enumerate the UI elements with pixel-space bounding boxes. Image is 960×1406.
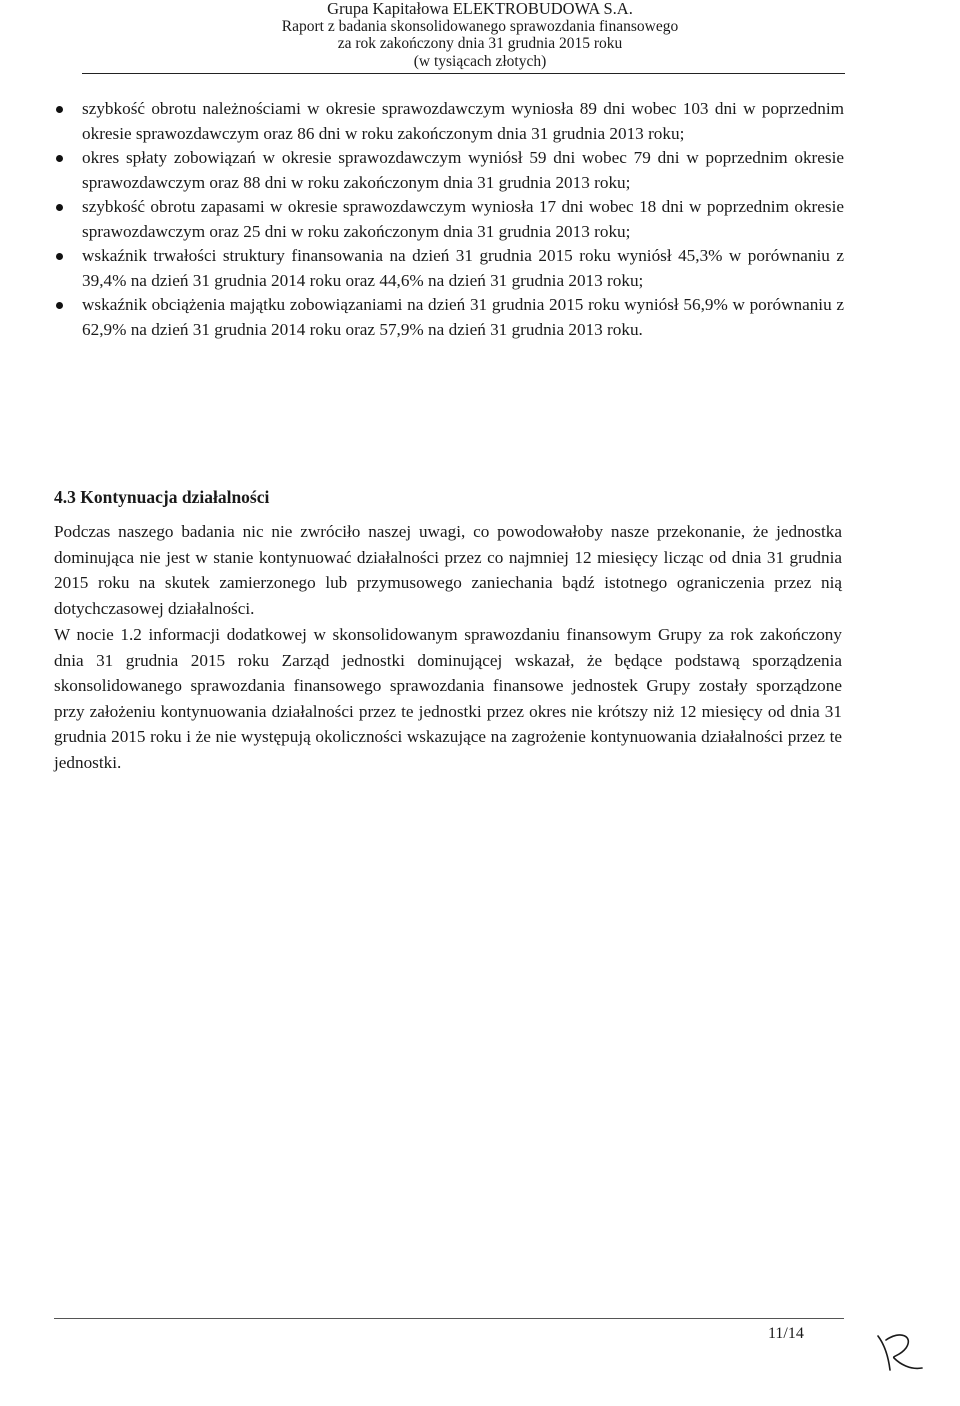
bullet-icon xyxy=(56,253,63,260)
list-item xyxy=(54,293,844,342)
list-item xyxy=(54,244,844,293)
handwritten-initials-icon xyxy=(870,1330,930,1376)
list-item-text: wskaźnik trwałości struktury finansowania na dzień 31 grudnia 2015 roku wyniósł 45,3% w porównaniu z 39,4% na dzień 31 grudnia 2014 roku oraz 44,6% na dzień 31 grudnia 2013 roku; xyxy=(82,246,844,290)
report-title: Raport z badania skonsolidowanego sprawozdania finansowego xyxy=(281,17,679,35)
footer-divider xyxy=(54,1318,844,1319)
bullet-icon xyxy=(56,155,63,162)
list-item-text: okres spłaty zobowiązań w okresie sprawozdawczym wyniósł 59 dni wobec 79 dni w poprzednim okresie sprawozdawczym oraz 88 dni w roku zakończonym dnia 31 grudnia 2013 roku; xyxy=(82,148,844,192)
list-item-text: wskaźnik obciążenia majątku zobowiązaniami na dzień 31 grudnia 2015 roku wyniósł 56,9% w porównaniu z 62,9% na dzień 31 grudnia 2014 roku oraz 57,9% na dzień 31 grudnia 2013 roku. xyxy=(82,295,844,339)
list-item xyxy=(54,97,844,146)
bullet-icon xyxy=(56,204,63,211)
ratio-bullet-list xyxy=(54,97,844,342)
report-period: za rok zakończony dnia 31 grudnia 2015 roku xyxy=(337,35,623,52)
list-item-text: szybkość obrotu zapasami w okresie sprawozdawczym wyniosła 17 dni wobec 18 dni w poprzednim okresie sprawozdawczym oraz 25 dni w roku zakończonym dnia 31 grudnia 2013 roku; xyxy=(82,197,844,241)
bullet-icon xyxy=(56,302,63,309)
company-name: Grupa Kapitałowa ELEKTROBUDOWA S.A. xyxy=(327,0,633,18)
page-header xyxy=(0,0,960,70)
bullet-icon xyxy=(56,106,63,113)
section-paragraph: Podczas naszego badania nic nie zwróciło naszej uwagi, co powodowałoby nasze przekonanie, że jednostka dominująca nie jest w stanie kontynuować działalności przez co najmniej 12 miesięcy licząc od dnia 31 grudnia 2015 roku na skutek zamierzonego lub przymusowego zaniechania bądź istotnego ograniczenia przez nią dotychczasowej działalności. xyxy=(54,522,842,618)
section-paragraph: W nocie 1.2 informacji dodatkowej w skonsolidowanym sprawozdaniu finansowym Grupy za rok zakończony dnia 31 grudnia 2015 roku Zarząd jednostki dominującej wskazał, że będące podstawą sporządzenia skonsolidowanego sprawozdania finansowego sprawozdania finansowe jednostek Grupy zostały sporządzone przy założeniu kontynuowania działalności przez te jednostki przez okres nie krótszy niż 12 miesięcy od dnia 31 grudnia 2015 roku i że nie występują okoliczności wskazujące na zagrożenie kontynuowania działalności przez te jednostki. xyxy=(54,625,842,772)
page-number: 11/14 xyxy=(768,1325,804,1342)
list-item xyxy=(54,195,844,244)
report-units: (w tysiącach złotych) xyxy=(413,52,547,70)
section-heading: 4.3 Kontynuacja działalności xyxy=(54,487,270,507)
list-item xyxy=(54,146,844,195)
header-divider xyxy=(82,73,845,74)
list-item-text: szybkość obrotu należnościami w okresie sprawozdawczym wyniosła 89 dni wobec 103 dni w poprzednim okresie sprawozdawczym oraz 86 dni w roku zakończonym dnia 31 grudnia 2013 roku; xyxy=(82,99,844,143)
